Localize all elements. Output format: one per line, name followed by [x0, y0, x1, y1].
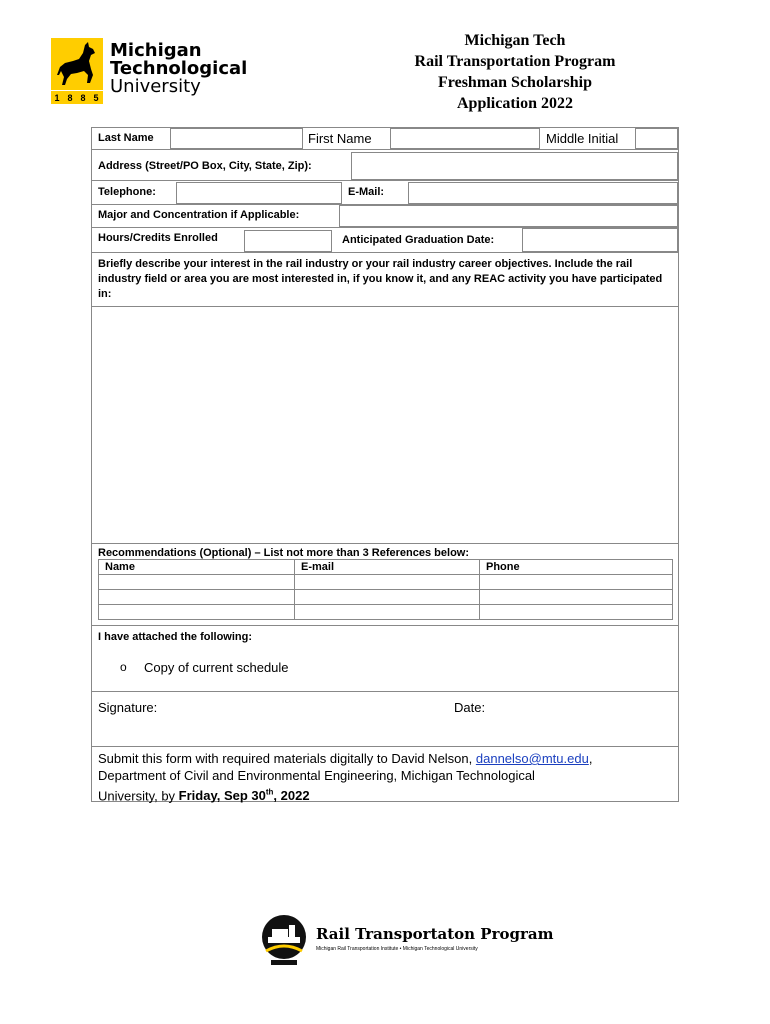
logo-line-3: University	[110, 76, 201, 97]
ref-name-header: Name	[99, 560, 295, 575]
major-row	[92, 205, 678, 228]
ref-3-email[interactable]	[295, 605, 480, 620]
first-name-field[interactable]	[390, 128, 540, 149]
telephone-field[interactable]	[176, 182, 342, 204]
founding-year: 1 8 8 5	[51, 91, 103, 104]
rail-program-logo	[262, 913, 554, 983]
interest-row	[92, 253, 678, 307]
bullet-icon: o	[120, 660, 127, 674]
deadline: Friday, Sep 30th, 2022	[178, 788, 310, 804]
ref-email-header: E-mail	[295, 560, 480, 575]
divider	[92, 691, 678, 692]
ref-1-email[interactable]	[295, 575, 480, 590]
ref-3-phone[interactable]	[480, 605, 673, 620]
ref-2-email[interactable]	[295, 590, 480, 605]
email-label: E-Mail:	[348, 186, 385, 198]
rail-program-name: Rail Transportaton Program	[316, 925, 554, 943]
university-logo	[51, 38, 256, 104]
date-label: Date:	[454, 700, 486, 715]
contact-row	[92, 181, 678, 205]
ref-2-name[interactable]	[99, 590, 295, 605]
address-field[interactable]	[351, 152, 678, 180]
graduation-label: Anticipated Graduation Date:	[342, 234, 495, 246]
ref-phone-header: Phone	[480, 560, 673, 575]
signature-field[interactable]	[172, 694, 442, 744]
divider	[92, 746, 678, 747]
ref-1-phone[interactable]	[480, 575, 673, 590]
middle-initial-label: Middle Initial	[546, 131, 619, 146]
hours-label: Hours/Credits Enrolled	[98, 232, 218, 244]
last-name-field[interactable]	[170, 128, 303, 149]
submit-instructions: Submit this form with required materials digitally to David Nelson, dannelso@mtu.edu, Department of Civil and Environmental Engineering, Michigan Technological University, by Friday, Sep 30th, 2022	[98, 751, 593, 804]
logo-line-1: Michigan	[110, 40, 202, 61]
logo-line-2: Technological	[110, 58, 248, 79]
interest-answer-area[interactable]	[92, 307, 678, 544]
ref-1-name[interactable]	[99, 575, 295, 590]
middle-initial-field[interactable]	[635, 128, 678, 149]
hours-field[interactable]	[244, 230, 332, 252]
major-label: Major and Concentration if Applicable:	[98, 209, 300, 221]
address-label: Address (Street/PO Box, City, State, Zip):	[98, 160, 312, 172]
interest-prompt: Briefly describe your interest in the rail industry or your rail industry career objectives. Include the rail industry field or area you are most interested in, if you know it, and any REAC activity you have participated in:	[98, 258, 663, 300]
email-field[interactable]	[408, 182, 678, 204]
attachment-item: Copy of current schedule	[144, 660, 289, 675]
enrollment-row	[92, 228, 678, 253]
divider	[92, 625, 678, 626]
page-title: Michigan Tech Rail Transportation Program Freshman Scholarship Application 2022	[414, 32, 616, 112]
last-name-label: Last Name	[98, 132, 154, 144]
first-name-label: First Name	[308, 131, 372, 146]
application-form	[91, 127, 679, 802]
recommendations-label: Recommendations (Optional) – List not more than 3 References below:	[98, 547, 470, 559]
date-field[interactable]	[497, 694, 672, 744]
rail-program-tagline: Michigan Rail Transportation Institute • Michigan Technological University	[316, 946, 478, 952]
telephone-label: Telephone:	[98, 186, 156, 198]
ref-2-phone[interactable]	[480, 590, 673, 605]
graduation-field[interactable]	[522, 228, 678, 252]
signature-label: Signature:	[98, 700, 158, 715]
major-field[interactable]	[339, 205, 678, 227]
university-name	[110, 42, 247, 96]
references-table	[98, 559, 673, 620]
attached-label: I have attached the following:	[98, 631, 253, 643]
contact-email-link[interactable]: dannelso@mtu.edu	[475, 751, 589, 766]
table-row	[99, 605, 673, 620]
references-header-row	[99, 560, 673, 575]
table-row	[99, 575, 673, 590]
address-row	[92, 150, 678, 181]
table-row	[99, 590, 673, 605]
ref-3-name[interactable]	[99, 605, 295, 620]
husky-icon	[51, 38, 103, 90]
name-row	[92, 128, 678, 150]
